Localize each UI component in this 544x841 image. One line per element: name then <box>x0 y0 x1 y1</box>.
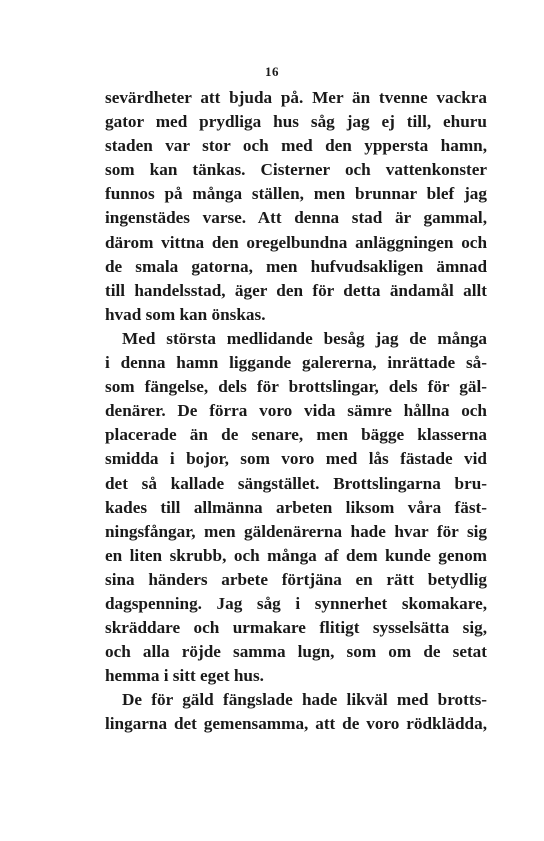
text-line: en liten skrubb, och många af dem kunde genom <box>105 545 487 565</box>
text-line: lingarna det gemensamma, att de voro rödklädda, <box>105 714 487 734</box>
text-line: som fängelse, dels för brottslingar, dels för gäl- <box>105 377 487 397</box>
text-line: staden var stor och med den yppersta hamn, <box>105 136 487 156</box>
text-line: hemma i sitt eget hus. <box>105 666 264 686</box>
text-line: Med största medlidande besåg jag de många <box>122 328 487 348</box>
text-line: sina händers arbete förtjäna en rätt betydlig <box>105 569 487 589</box>
text-line: därom vittna den oregelbundna anläggningen och <box>105 232 487 252</box>
text-line: dagspenning. Jag såg i synnerhet skomakare, <box>105 593 487 613</box>
text-line: hvad som kan önskas. <box>105 304 266 324</box>
page-number: 16 <box>265 64 279 79</box>
text-line: gator med prydliga hus såg jag ej till, ehuru <box>105 112 487 132</box>
text-line: skräddare och urmakare flitigt sysselsätta sig, <box>105 618 487 638</box>
text-line: i denna hamn liggande galererna, inrättade så- <box>105 353 487 373</box>
text-line: och alla röjde samma lugn, som om de setat <box>105 642 487 662</box>
text-line: funnos på många ställen, men brunnar blef jag <box>105 184 487 204</box>
text-line: denärer. De förra voro vida sämre hållna och <box>105 401 487 421</box>
text-line: placerade än de senare, men bägge klasserna <box>105 425 487 445</box>
text-line: ningsfångar, men gäldenärerna hade hvar för sig <box>105 521 487 541</box>
text-line: till handelsstad, äger den för detta ändamål allt <box>105 280 487 300</box>
text-line: det så kallade sängstället. Brottslingarna bru- <box>105 473 487 493</box>
text-line: kades till allmänna arbeten liksom våra fäst- <box>105 497 487 517</box>
text-line: de smala gatorna, men hufvudsakligen ämnad <box>105 256 487 276</box>
text-line: smidda i bojor, som voro med lås fästade vid <box>105 449 487 469</box>
text-line: ingenstädes varse. Att denna stad är gammal, <box>105 208 487 228</box>
text-line: De för gäld fängslade hade likväl med brotts- <box>122 690 487 710</box>
text-line: som kan tänkas. Cisterner och vattenkonster <box>105 160 487 180</box>
text-line: sevärdheter att bjuda på. Mer än tvenne vackra <box>105 88 487 107</box>
body-text <box>105 86 487 737</box>
